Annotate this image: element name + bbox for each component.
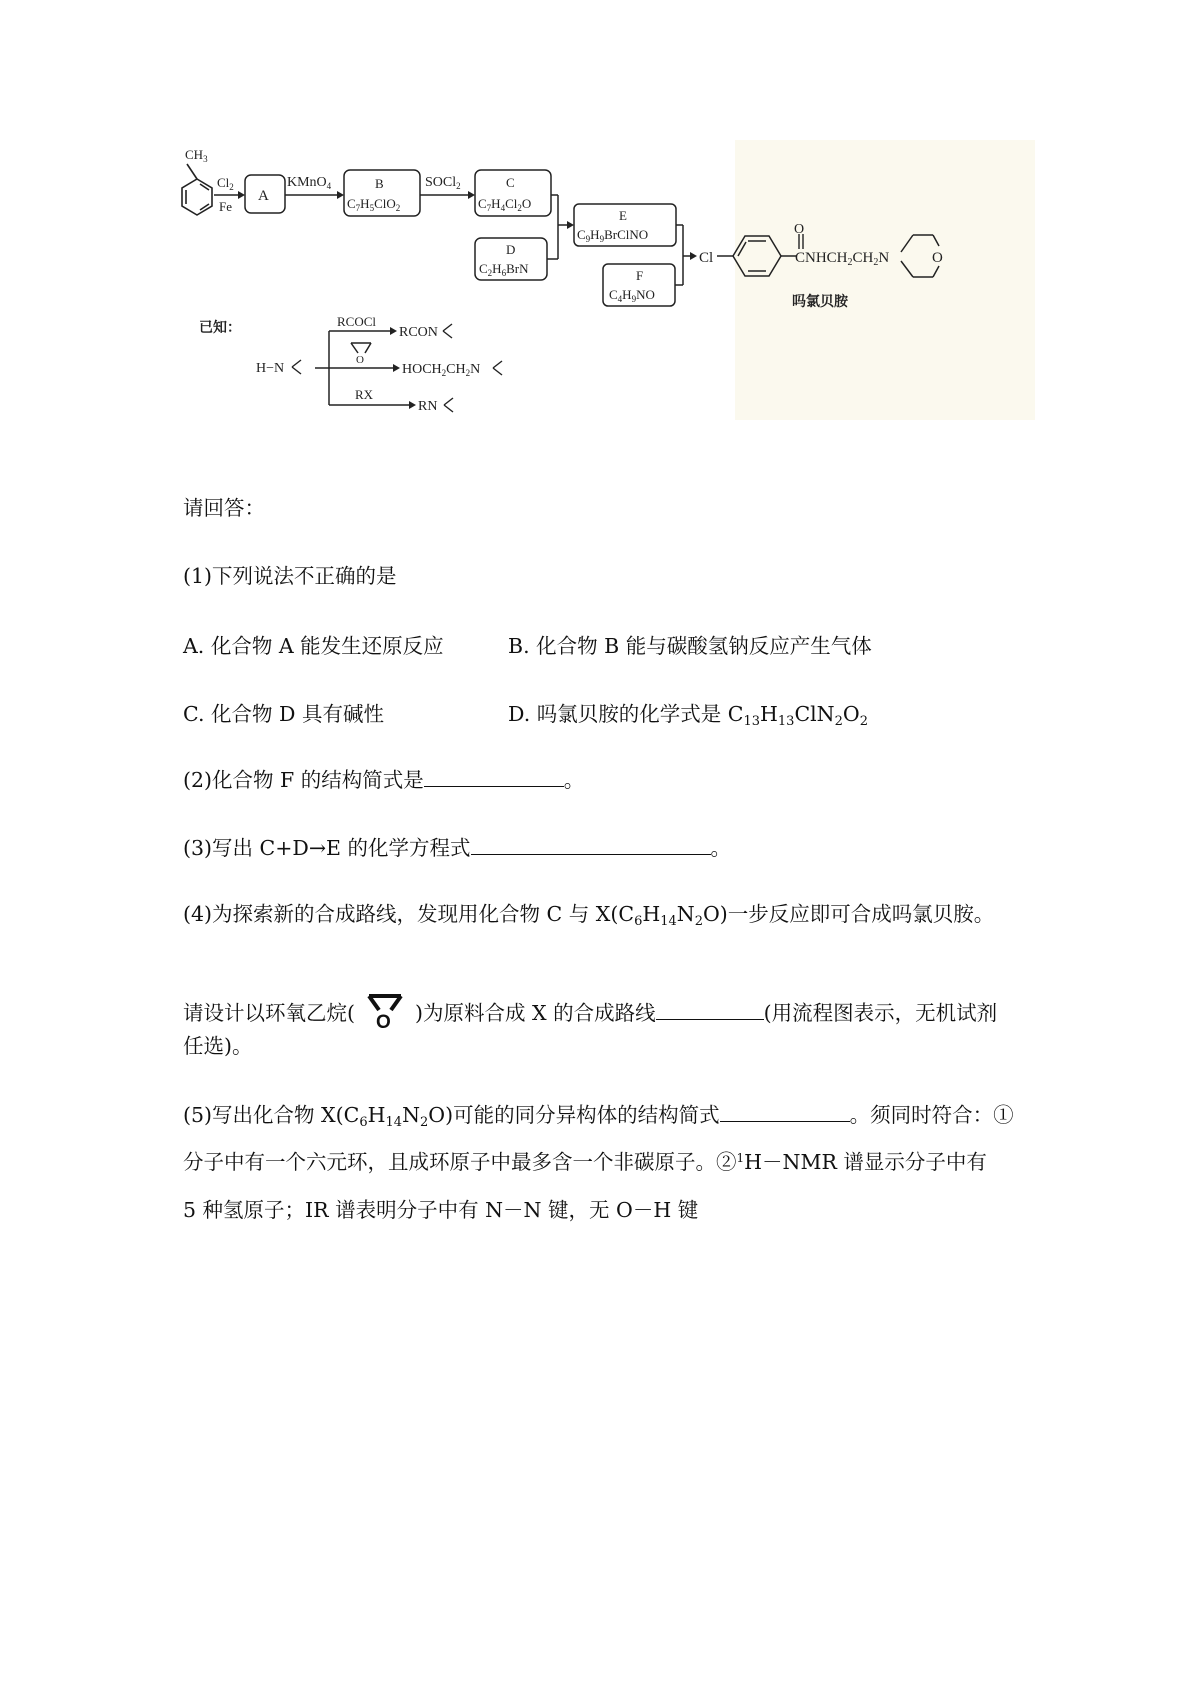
epoxide-icon — [363, 990, 407, 1034]
known-epoxide — [351, 343, 371, 353]
q4-line1-rendered: (4)为探索新的合成路线，发现用化合物 C 与 $X(C_6H_{14}N_2O)$一步反应即可合成吗氯贝胺。 — [183, 902, 995, 929]
formula-b: $C_7H_5ClO_2$ — [347, 196, 401, 213]
q4-line1 — [183, 899, 994, 929]
q4-line2-before: 请设计以环氧乙烷( — [183, 1001, 355, 1025]
known-reactant: H−N — [256, 361, 285, 376]
product-ring-o: O — [932, 250, 943, 266]
q3-end: 。 — [710, 836, 732, 860]
q4-line3: 任选)。 — [183, 1034, 253, 1058]
q4-answer-blank[interactable] — [656, 997, 764, 1020]
known-product-1: RCON — [399, 325, 438, 340]
bracket-cd — [547, 195, 567, 259]
product-carbonyl-o: O — [794, 222, 805, 237]
q5-line3: 5 种氢原子；IR 谱表明分子中有 N－N 键，无 O－H 键 — [183, 1198, 699, 1222]
known-reagent-1: RCOCl — [337, 314, 377, 329]
q1-option-b: B. 化合物 B 能与碳酸氢钠反应产生气体 — [508, 634, 872, 658]
intro-text: 请回答： — [183, 496, 265, 520]
q3-text: (3)写出 C+D→E 的化学方程式 — [183, 836, 471, 860]
known-product-1-bonds — [443, 324, 452, 338]
formula-e: $C_9H_9BrClNO$ — [577, 227, 649, 244]
reagent-cl2: $Cl_2$ — [217, 175, 234, 192]
q4-line2-middle: )为原料合成 X 的合成路线 — [415, 1001, 656, 1025]
reagent-fe: Fe — [219, 199, 232, 214]
q5-answer-blank[interactable] — [720, 1099, 850, 1122]
q1-option-d — [508, 697, 868, 727]
q3-line — [183, 832, 731, 863]
product-cl: Cl — [699, 250, 714, 266]
formula-c: $C_7H_4Cl_2O$ — [478, 196, 532, 213]
known-product-2-bonds — [493, 361, 502, 375]
product-name: 吗氯贝胺 — [792, 295, 848, 310]
known-title: 已知： — [199, 321, 241, 336]
q2-end: 。 — [563, 768, 585, 792]
q2-answer-blank[interactable] — [424, 764, 564, 787]
synthesis-scheme — [175, 140, 1035, 460]
q5-line1 — [183, 1099, 1014, 1130]
reagent-kmno4: KMnO$_4$ — [287, 175, 332, 191]
q1-option-d-rendered: D. 吗氯贝胺的化学式是 $C_{13}H_{13}ClN_2O_2$ — [508, 702, 868, 729]
q5-line2-rendered: 分子中有一个六元环，且成环原子中最多含一个非碳原子。②$^1$H－NMR 谱显示分子中有 — [183, 1150, 987, 1174]
q4-line2 — [183, 990, 997, 1034]
label-c: C — [506, 175, 515, 190]
label-d: D — [506, 242, 516, 257]
q3-answer-blank[interactable] — [471, 832, 711, 855]
q5-line1-rendered: (5)写出化合物 $X(C_6H_{14}N_2O)$可能的同分异构体的结构简式 — [183, 1103, 720, 1130]
product-chain: $CNHCH_2CH_2N$ — [795, 250, 890, 268]
label-f: F — [636, 268, 644, 283]
toluene-ring — [182, 164, 212, 215]
q4-line2-after: (用流程图表示，无机试剂 — [763, 1001, 998, 1025]
bracket-ef — [675, 225, 690, 285]
q5-line1-after: 。须同时符合：① — [849, 1103, 1014, 1127]
q1-option-a: A. 化合物 A 能发生还原反应 — [183, 634, 444, 658]
q2-text: (2)化合物 F 的结构简式是 — [183, 768, 424, 792]
known-epoxide-o: O — [356, 354, 364, 366]
known-product-2: $HOCH_2CH_2N$ — [402, 362, 481, 378]
label-e: E — [619, 208, 627, 223]
label-b: B — [375, 176, 384, 191]
label-a: A — [258, 188, 269, 204]
known-reactant-bonds — [292, 360, 301, 374]
known-product-3: RN — [418, 399, 438, 414]
scheme-svg — [175, 140, 1035, 460]
scan-tint — [735, 140, 1035, 420]
known-product-3-bonds — [444, 398, 453, 412]
reagent-socl2: SOCl$_2$ — [425, 175, 461, 191]
q1-stem: (1)下列说法不正确的是 — [183, 564, 397, 588]
q1-option-c: C. 化合物 D 具有碱性 — [183, 702, 384, 726]
known-reagent-3: RX — [355, 387, 374, 402]
q2-line — [183, 764, 584, 795]
formula-d: $C_2H_6BrN$ — [479, 261, 529, 278]
formula-f: $C_4H_9NO$ — [609, 287, 655, 304]
q5-line2 — [183, 1147, 987, 1177]
epoxide-icon-o: O — [376, 1012, 391, 1033]
methyl-label: $CH_3$ — [185, 147, 208, 164]
